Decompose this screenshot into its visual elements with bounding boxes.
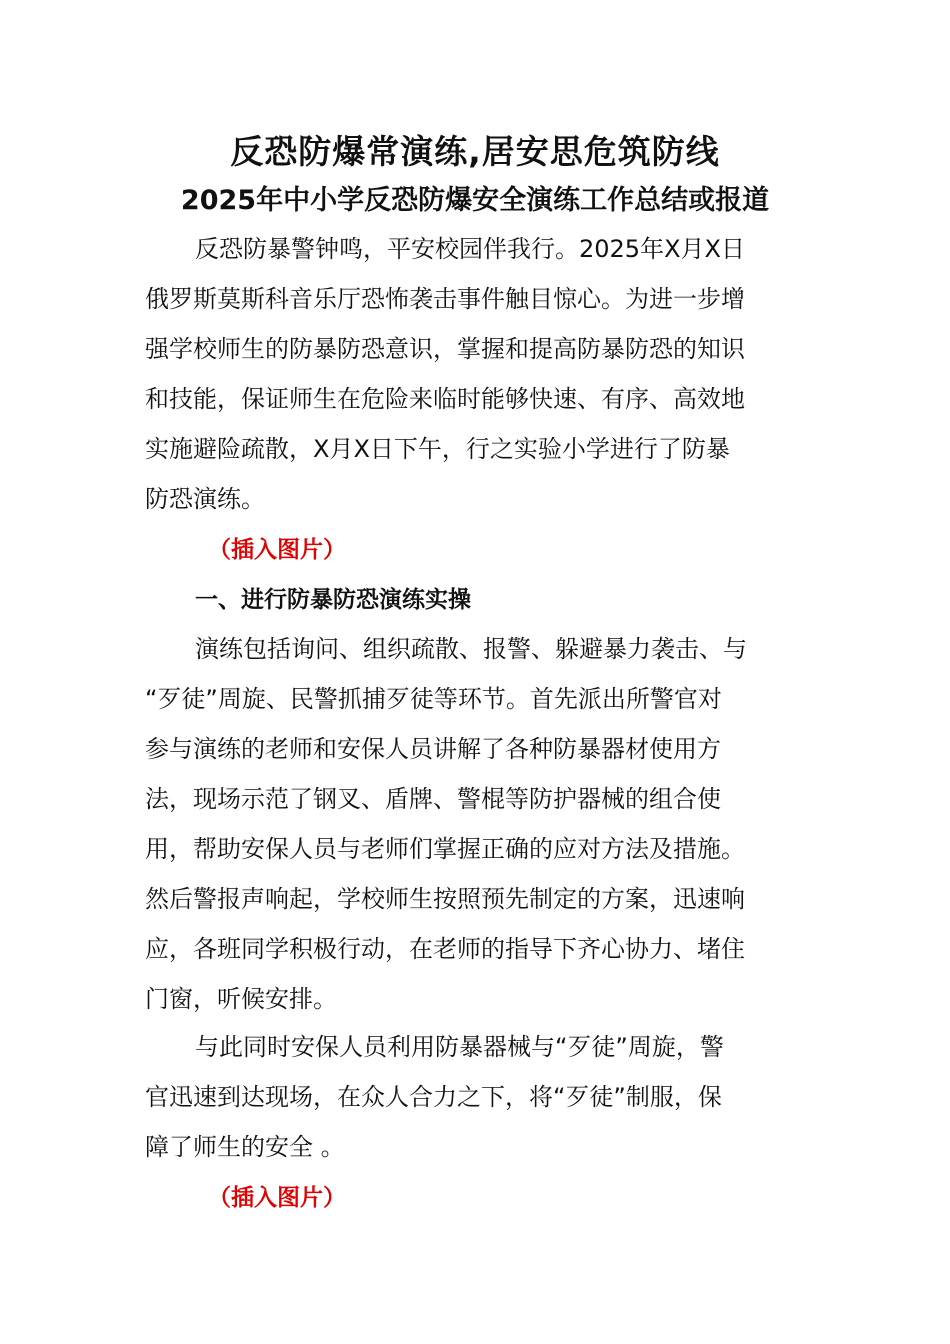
text-line: 强学校师生的防暴防恐意识，掌握和提高防暴防恐的知识 xyxy=(145,335,745,363)
text-line: 防恐演练。 xyxy=(145,485,265,513)
text-line: 然后警报声响起，学校师生按照预先制定的方案，迅速响 xyxy=(145,885,745,913)
text-line: 法，现场示范了钢叉、盾牌、警棍等防护器械的组合使 xyxy=(145,785,721,813)
section-heading: 一、进行防暴防恐演练实操 xyxy=(195,587,471,613)
paragraph-drill-content xyxy=(145,624,795,1024)
document-subtitle: 2025年中小学反恐防爆安全演练工作总结或报道 xyxy=(180,185,770,216)
text-line: 官迅速到达现场，在众人合力之下，将“歹徒”制服，保 xyxy=(145,1083,722,1111)
text-line: 演练包括询问、组织疏散、报警、躲避暴力袭击、与 xyxy=(195,635,747,663)
text-line: 用，帮助安保人员与老师们掌握正确的应对方法及措施。 xyxy=(145,835,745,863)
document-title: 反恐防爆常演练,居安思危筑防线 xyxy=(230,132,720,171)
insert-image-placeholder: （插入图片） xyxy=(208,537,346,563)
text-line: 与此同时安保人员利用防暴器械与“歹徒”周旋，警 xyxy=(195,1033,724,1061)
insert-image-placeholder: （插入图片） xyxy=(208,1185,346,1211)
text-line: “歹徒”周旋、民警抓捕歹徒等环节。首先派出所警官对 xyxy=(145,685,722,713)
text-line: 和技能，保证师生在危险来临时能够快速、有序、高效地 xyxy=(145,385,745,413)
text-line: 应，各班同学积极行动，在老师的指导下齐心协力、堵住 xyxy=(145,935,745,963)
text-line: 参与演练的老师和安保人员讲解了各种防暴器材使用方 xyxy=(145,735,721,763)
paragraph-intro xyxy=(145,224,795,524)
text-line: 俄罗斯莫斯科音乐厅恐怖袭击事件触目惊心。为进一步增 xyxy=(145,285,745,313)
text-line: 反恐防暴警钟鸣，平安校园伴我行。2025年X月X日 xyxy=(195,235,745,263)
text-line: 门窗，听候安排。 xyxy=(145,985,337,1013)
text-line: 实施避险疏散，X月X日下午，行之实验小学进行了防暴 xyxy=(145,435,730,463)
paragraph-conclusion xyxy=(145,1022,795,1172)
text-line: 障了师生的安全 。 xyxy=(145,1133,345,1161)
